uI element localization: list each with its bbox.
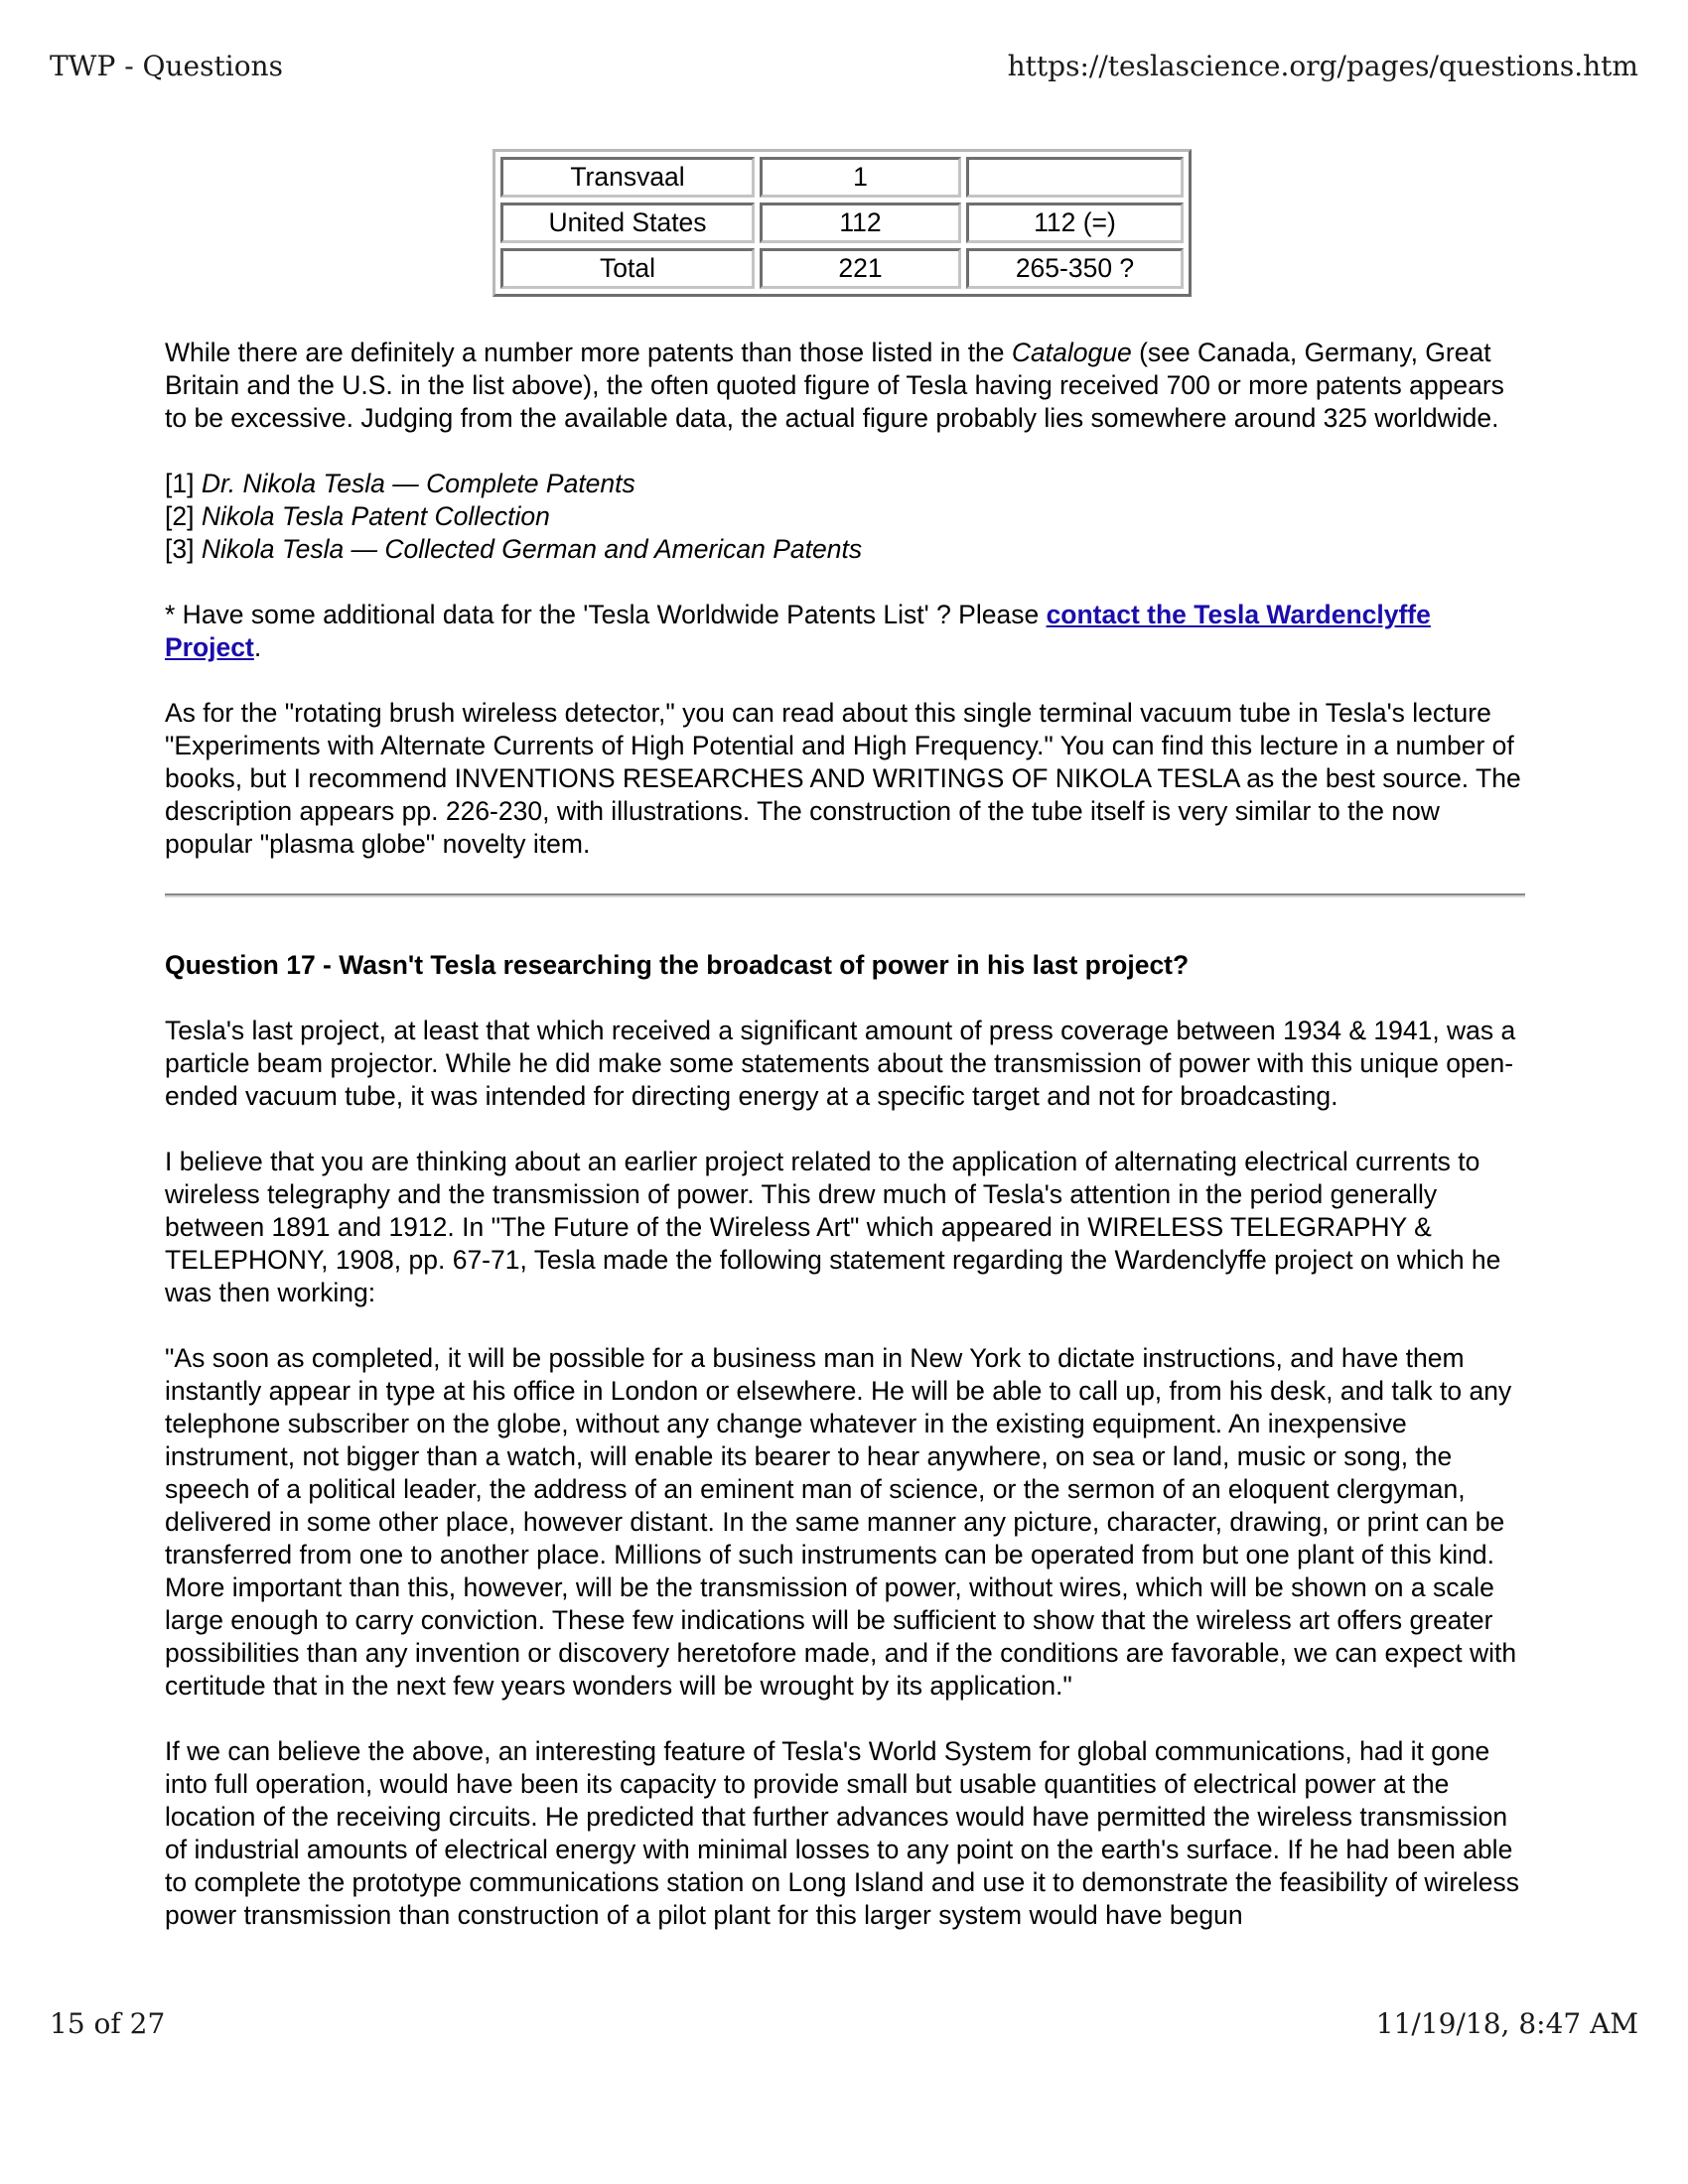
answer-paragraph: If we can believe the above, an interesting feature of Tesla's World System for global communications, had it gone into full operation, would have been its capacity to provide small but usable quantities of electrical power at the location of the receiving circuits. He predicted that further advances would have permitted the wireless transmission of industrial amounts of electrical energy with minimal losses to any point on the earth's surface. If he had been able to complete the prototype communications station on Long Island and use it to demonstrate the feasibility of wireless power transmission than construction of a pilot plant for this larger system would have begun xyxy=(165,1736,1520,1930)
horizontal-rule xyxy=(165,893,1525,897)
detector-paragraph: As for the "rotating brush wireless detector," you can read about this single terminal vacuum tube in Tesla's lecture "Experiments with Alternate Currents of High Potential and High Frequency." You can find this lecture in a number of books, but I recommend INVENTIONS RESEARCHES AND WRITINGS OF NIKOLA TESLA as the best source. The description appears pp. 226-230, with illustrations. The construction of the tube itself is very similar to the now popular "plasma globe" novelty item. xyxy=(165,698,1521,859)
country-cell: Total xyxy=(500,248,755,289)
answer-paragraph: I believe that you are thinking about an earlier project related to the application of alternating electrical currents to wireless telegraphy and the transmission of power. This drew much of Tesla's attention in the period generally between 1891 and 1912. In "The Future of the Wireless Art" which appeared in WIRELESS TELEGRAPHY & TELEPHONY, 1908, pp. 67-71, Tesla made the following statement regarding the Wardenclyffe project on which he was then working: xyxy=(165,1147,1501,1307)
catalogue-count-cell: 112 xyxy=(760,203,961,243)
country-cell: United States xyxy=(500,203,755,243)
contact-paragraph: * Have some additional data for the 'Tesla Worldwide Patents List' ? Please contact the Tesla Wardenclyffe Project. xyxy=(165,600,1431,662)
estimate-cell: 265-350 ? xyxy=(966,248,1184,289)
contact-link[interactable]: contact the Tesla Wardenclyffe Project xyxy=(165,600,1431,662)
patent-summary-paragraph: While there are definitely a number more patents than those listed in the Catalogue (see Canada, Germany, Great Britain and the U.S. in the list above), the often quoted figure of Tesla having received 700 or more patents appears to be excessive. Judging from the available data, the actual figure probably lies somewhere around 325 worldwide. xyxy=(165,338,1504,433)
page-number: 15 of 27 xyxy=(50,2007,166,2040)
catalogue-title: Catalogue xyxy=(1011,338,1132,367)
quote-paragraph: "As soon as completed, it will be possible for a business man in New York to dictate instructions, and have them instantly appear in type at his office in London or elsewhere. He will be able to call up, from his desk, and talk to any telephone subscriber on the globe, without any change whatever in the existing equipment. An inexpensive instrument, not bigger than a watch, will enable its bearer to hear anywhere, on sea or land, music or song, the speech of a political leader, the address of an eminent man of science, or the sermon of an eloquent clergyman, delivered in some other place, however distant. In the same manner any picture, character, drawing, or print can be transferred from one to another place. Millions of such instruments can be operated from but one plant of this kind. More important than this, however, will be the transmission of power, without wires, which will be shown on a scale large enough to carry conviction. These few indications will be sufficient to show that the wireless art offers greater possibilities than any invention or discovery heretofore made, and if the conditions are favorable, we can expect with certitude that in the next few years wonders will be wrought by its application." xyxy=(165,1343,1517,1701)
reference-item: [2] Nikola Tesla Patent Collection xyxy=(165,501,550,531)
country-cell: Transvaal xyxy=(500,157,755,198)
table-row xyxy=(500,157,1184,198)
catalogue-count-cell: 221 xyxy=(760,248,961,289)
reference-item: [3] Nikola Tesla — Collected German and American Patents xyxy=(165,534,863,564)
table-row xyxy=(500,248,1184,289)
estimate-cell: 112 (=) xyxy=(966,203,1184,243)
reference-list xyxy=(165,468,1525,566)
answer-paragraph: Tesla's last project, at least that which received a significant amount of press coverage between 1934 & 1941, was a particle beam projector. While he did make some statements about the transmission of power with this unique open-ended vacuum tube, it was intended for directing energy at a specific target and not for broadcasting. xyxy=(165,1016,1516,1111)
question-heading: Question 17 - Wasn't Tesla researching the broadcast of power in his last project? xyxy=(165,950,1190,980)
estimate-cell xyxy=(966,157,1184,198)
patent-table xyxy=(492,149,1192,297)
page-url: https://teslascience.org/pages/questions.htm xyxy=(1007,50,1638,82)
page-title: TWP - Questions xyxy=(50,50,283,82)
catalogue-count-cell: 1 xyxy=(760,157,961,198)
page-content xyxy=(165,149,1525,1965)
print-datetime: 11/19/18, 8:47 AM xyxy=(1375,2007,1638,2040)
table-row xyxy=(500,203,1184,243)
reference-item: [1] Dr. Nikola Tesla — Complete Patents xyxy=(165,469,635,498)
